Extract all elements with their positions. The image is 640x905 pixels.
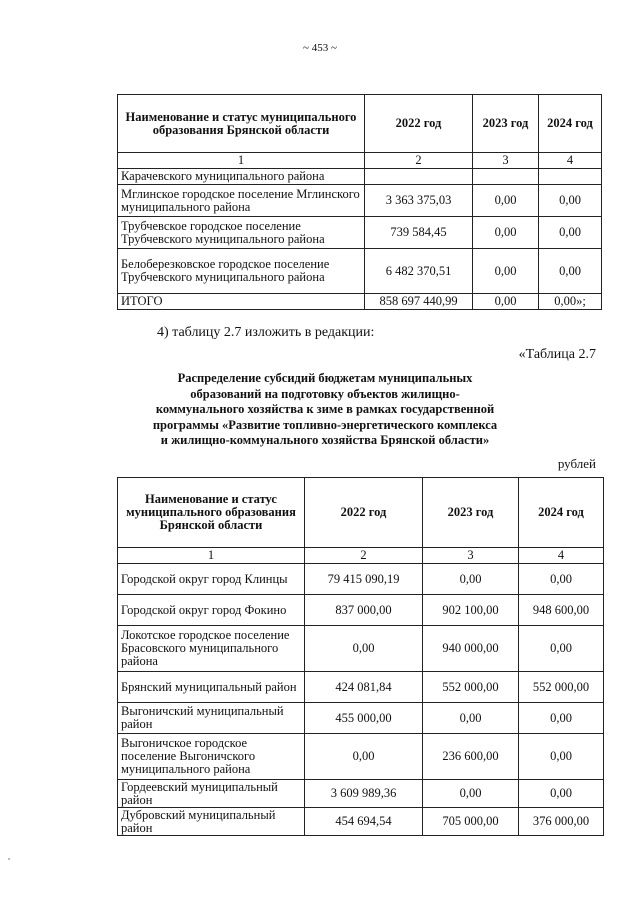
total-2022: 858 697 440,99 [365,294,473,310]
total-2023: 0,00 [473,294,539,310]
row-name: Трубчевское городское поселение Трубчевского муниципального района [118,217,365,249]
table-2-7 [117,477,604,836]
row-2024: 376 000,00 [519,808,604,836]
row-2022: 455 000,00 [305,703,423,734]
row-2023: 236 600,00 [423,734,519,780]
table-row [118,734,604,780]
row-2023: 0,00 [473,217,539,249]
table-row [118,672,604,703]
index-cell: 1 [118,548,305,564]
row-name: Карачевского муниципального района [118,169,365,185]
index-cell: 4 [539,153,602,169]
row-2022: 0,00 [305,626,423,672]
page-number: ~ 453 ~ [303,42,337,54]
row-2023: 940 000,00 [423,626,519,672]
header-2024: 2024 год [519,478,604,548]
row-2023: 705 000,00 [423,808,519,836]
row-2022: 6 482 370,51 [365,249,473,294]
row-name: Мглинское городское поселение Мглинского муниципального района [118,185,365,217]
row-2022: 424 081,84 [305,672,423,703]
row-2023: 552 000,00 [423,672,519,703]
header-2023: 2023 год [473,95,539,153]
row-2024: 0,00 [519,626,604,672]
row-name: Городской округ город Клинцы [118,564,305,595]
table-row [118,217,602,249]
row-2024: 0,00 [519,780,604,808]
header-2024: 2024 год [539,95,602,153]
row-name: Городской округ город Фокино [118,595,305,626]
row-2024: 552 000,00 [519,672,604,703]
total-label: ИТОГО [118,294,365,310]
row-2024: 0,00 [519,734,604,780]
row-name: Выгоничский муниципальный район [118,703,305,734]
index-row [118,153,602,169]
row-2023: 0,00 [423,703,519,734]
index-row [118,548,604,564]
table-row [118,595,604,626]
row-2024: 0,00 [519,703,604,734]
row-2023 [473,169,539,185]
row-2022: 0,00 [305,734,423,780]
row-2023: 902 100,00 [423,595,519,626]
row-2023: 0,00 [423,564,519,595]
header-2022: 2022 год [305,478,423,548]
table-label: «Таблица 2.7 [518,347,596,362]
index-cell: 3 [473,153,539,169]
row-name: Гордеевский муниципальный район [118,780,305,808]
row-2023: 0,00 [423,780,519,808]
units-label: рублей [557,456,596,471]
table-row [118,703,604,734]
row-2022: 3 363 375,03 [365,185,473,217]
index-cell: 4 [519,548,604,564]
row-name: Выгоничское городское поселение Выгоничского муниципального района [118,734,305,780]
row-2022 [365,169,473,185]
row-2022: 454 694,54 [305,808,423,836]
header-2023: 2023 год [423,478,519,548]
row-2024 [539,169,602,185]
header-name: Наименование и статус муниципального образования Брянской области [118,95,365,153]
total-2024: 0,00»; [539,294,602,310]
scan-speck [8,858,10,860]
header-name: Наименование и статус муниципального образования Брянской области [118,478,305,548]
index-cell: 2 [305,548,423,564]
table-row [118,564,604,595]
total-row [118,294,602,310]
index-cell: 3 [423,548,519,564]
row-2024: 948 600,00 [519,595,604,626]
row-2024: 0,00 [539,217,602,249]
row-2022: 837 000,00 [305,595,423,626]
row-name: Брянский муниципальный район [118,672,305,703]
table-row [118,169,602,185]
header-2022: 2022 год [365,95,473,153]
table-row [118,780,604,808]
row-name: Дубровский муниципальный район [118,808,305,836]
amendment-paragraph: 4) таблицу 2.7 изложить в редакции: [157,325,375,340]
row-2024: 0,00 [539,249,602,294]
row-2024: 0,00 [519,564,604,595]
table-row [118,626,604,672]
row-2022: 739 584,45 [365,217,473,249]
table-header-row [118,95,602,153]
table-row [118,185,602,217]
row-2024: 0,00 [539,185,602,217]
row-name: Локотское городское поселение Брасовского муниципального района [118,626,305,672]
table-header-row [118,478,604,548]
row-name: Белоберезковское городское поселение Трубчевского муниципального района [118,249,365,294]
row-2022: 79 415 090,19 [305,564,423,595]
table-title: Распределение субсидий бюджетам муниципальных образований на подготовку объектов жилищно-коммунального хозяйства к зиме в рамках государственной программы «Развитие топливно-энергетического комплекса и жилищно-коммунального хозяйства Брянской области» [152,371,498,447]
index-cell: 2 [365,153,473,169]
table-row [118,808,604,836]
table-continued [117,94,602,310]
row-2022: 3 609 989,36 [305,780,423,808]
row-2023: 0,00 [473,249,539,294]
index-cell: 1 [118,153,365,169]
table-row [118,249,602,294]
row-2023: 0,00 [473,185,539,217]
